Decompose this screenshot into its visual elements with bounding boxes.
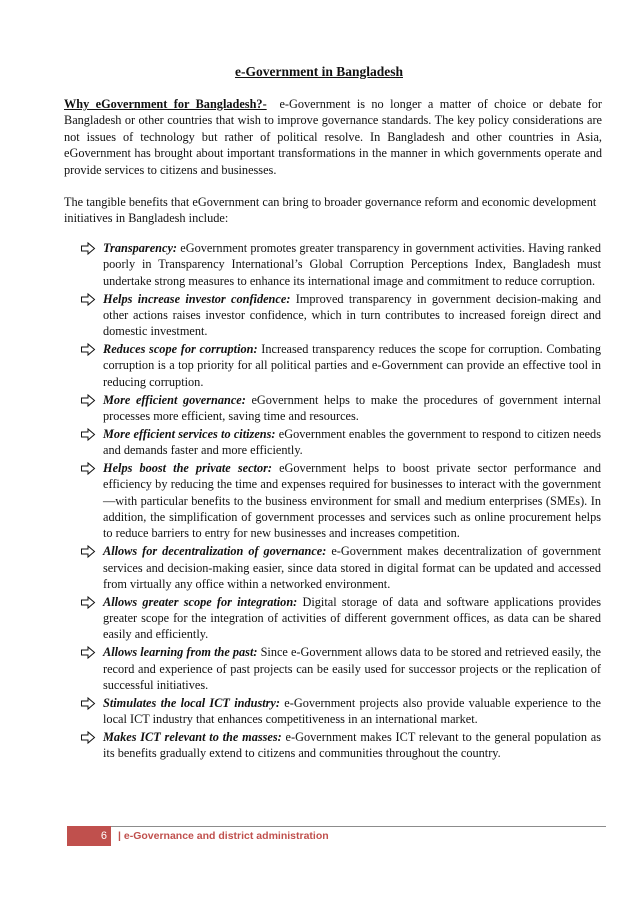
right-arrow-outline-icon bbox=[80, 240, 96, 256]
right-arrow-outline-icon bbox=[80, 543, 96, 559]
bullet-text: Increased transparency reduces the scope for corruption. Combating corruption is a top priority for all political parties and e-Government can provide an effective tool in reducing corruption. bbox=[103, 342, 602, 389]
right-arrow-outline-icon bbox=[80, 392, 96, 408]
footer-running-title: | e-Governance and district administration bbox=[118, 830, 329, 842]
bullet-text: eGovernment helps to boost private sector performance and efficiency by reducing the time and expenses required for businesses to interact with the government—with particular benefits to the business environment for small and medium enterprises (SMEs). In addition, the simplification of government processes and services such as online procurement helps to reduce barriers to entry for new businesses and increases competition. bbox=[103, 460, 602, 541]
page-title: e-Government in Bangladesh bbox=[234, 64, 403, 79]
bullet-text: eGovernment enables the government to respond to citizen needs and demands faster and more efficiently. bbox=[103, 426, 601, 458]
right-arrow-outline-icon bbox=[80, 644, 96, 660]
tangible-benefits-paragraph: The tangible benefits that eGovernment can bring to broader governance reform and economic development initiatives in Bangladesh include: bbox=[64, 195, 597, 226]
bullet-heading: Allows for decentralization of governance: bbox=[103, 544, 327, 559]
benefits-list bbox=[80, 240, 601, 763]
bullet-text: eGovernment helps to make the procedures of government internal processes more efficient, saving time and resources. bbox=[103, 392, 602, 423]
list-item bbox=[80, 291, 601, 340]
bullet-heading: Allows greater scope for integration: bbox=[103, 594, 298, 609]
bullet-text: eGovernment promotes greater transparency in government activities. Having ranked poorly in Transparency International’s Global Corruption Perceptions Index, Bangladesh must undertake strong measures to enhance its international image and commitment to reduce corruption. bbox=[103, 241, 601, 288]
bullet-text: Since e-Government allows data to be stored and retrieved easily, the record and experience of past projects can be easily used for successor projects or the replication of successful initiatives. bbox=[103, 645, 601, 692]
right-arrow-outline-icon bbox=[80, 729, 96, 745]
list-item bbox=[80, 460, 601, 542]
list-item bbox=[80, 392, 601, 425]
bullet-heading: More efficient governance: bbox=[103, 392, 246, 407]
bullet-text: e-Government makes ICT relevant to the general population as its benefits gradually extend to citizens and communities throughout the country. bbox=[103, 729, 601, 761]
right-arrow-outline-icon bbox=[80, 460, 96, 476]
bullet-heading: Stimulates the local ICT industry: bbox=[103, 695, 280, 710]
bullet-heading: Helps increase investor confidence: bbox=[103, 291, 291, 306]
list-item bbox=[80, 695, 601, 728]
bullet-text: e-Government projects also provide valuable experience to the local ICT industry that enhances competitiveness in an international market. bbox=[103, 695, 601, 727]
intro-lead-heading: Why eGovernment for Bangladesh?- bbox=[64, 97, 267, 111]
list-item bbox=[80, 594, 601, 643]
bullet-text: Digital storage of data and software applications provides greater scope for the integration of activities of different government offices, as data can be shared easily and efficiently. bbox=[103, 594, 601, 642]
bullet-text: e-Government makes decentralization of government services and decision-making easier, since data stored in digital format can be updated and accessed from virtually any office within a networked environment. bbox=[103, 544, 602, 591]
list-item bbox=[80, 729, 601, 762]
right-arrow-outline-icon bbox=[80, 695, 96, 711]
list-item bbox=[80, 240, 601, 289]
right-arrow-outline-icon bbox=[80, 341, 96, 357]
right-arrow-outline-icon bbox=[80, 594, 96, 610]
bullet-heading: Reduces scope for corruption: bbox=[103, 342, 258, 357]
right-arrow-outline-icon bbox=[80, 426, 96, 442]
right-arrow-outline-icon bbox=[80, 291, 96, 307]
bullet-heading: More efficient services to citizens: bbox=[103, 426, 276, 441]
list-item bbox=[80, 341, 601, 390]
intro-paragraph bbox=[64, 96, 602, 178]
bullet-heading: Helps boost the private sector: bbox=[103, 460, 272, 475]
list-item bbox=[80, 644, 601, 693]
footer-page-number: 6 bbox=[67, 826, 111, 846]
list-item bbox=[80, 426, 601, 459]
bullet-text: Improved transparency in government decision-making and other actions raises investor confidence, which in turn contributes to increased foreign direct and domestic investment. bbox=[103, 291, 601, 339]
bullet-heading: Makes ICT relevant to the masses: bbox=[103, 729, 282, 744]
bullet-heading: Allows learning from the past: bbox=[103, 645, 258, 660]
bullet-heading: Transparency: bbox=[103, 241, 178, 255]
list-item bbox=[80, 543, 601, 592]
intro-body: e-Government is no longer a matter of choice or debate for Bangladesh or other countries that wish to improve governance standards. The key policy considerations are not issues of technology but rather of political resolve. In Bangladesh and other countries in Asia, eGovernment has brought about important transformations in the manner in which governments operate and provide services to citizens and businesses. bbox=[64, 97, 602, 177]
